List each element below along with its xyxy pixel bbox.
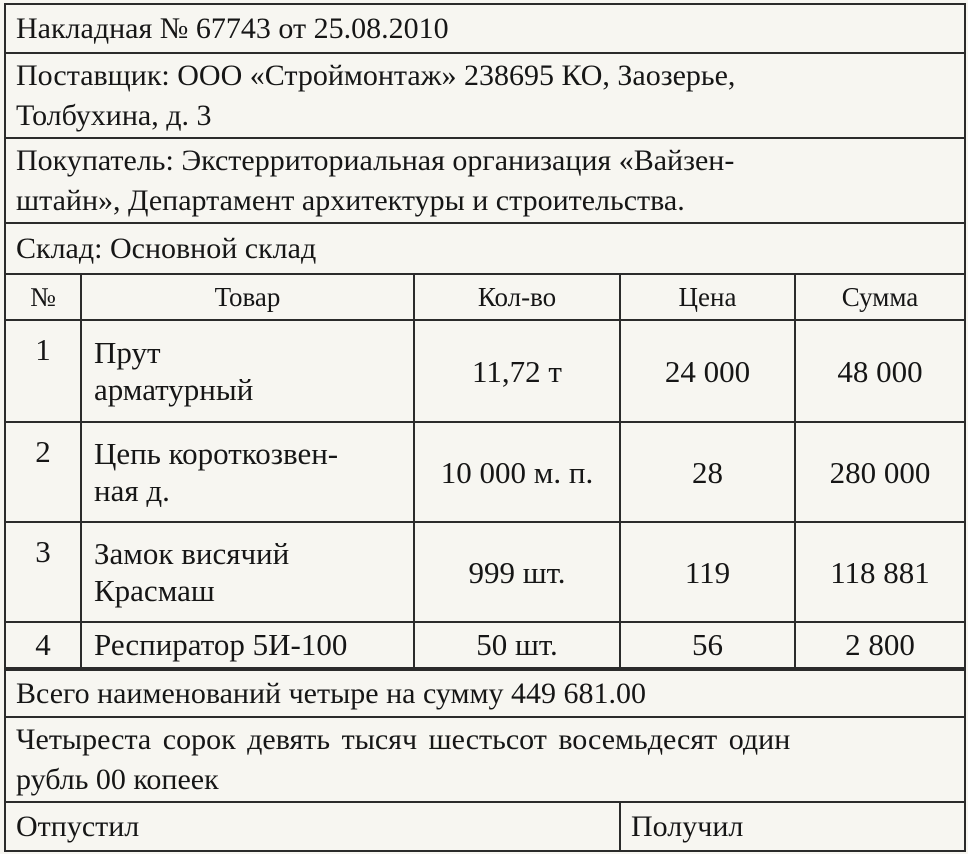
row-number: 2 — [6, 422, 81, 522]
quantity-cell: 50 шт. — [414, 622, 620, 668]
quantity-cell: 11,72 т — [414, 320, 620, 422]
price-cell: 24 000 — [620, 320, 795, 422]
table-header-row — [6, 274, 964, 320]
total-row — [6, 669, 964, 718]
invoice-document — [4, 3, 966, 852]
invoice-title-row — [6, 5, 964, 54]
price-cell: 119 — [620, 522, 795, 622]
price-cell: 28 — [620, 422, 795, 522]
received-by-label: Получил — [631, 810, 744, 843]
sum-cell: 2 800 — [795, 622, 964, 668]
product-name — [81, 320, 414, 422]
col-header-product: Товар — [81, 274, 414, 320]
sum-cell: 48 000 — [795, 320, 964, 422]
invoice-title: Накладная № 67743 от 25.08.2010 — [16, 11, 449, 45]
row-number: 4 — [6, 622, 81, 668]
col-header-number: № — [6, 274, 81, 320]
col-header-quantity: Кол-во — [414, 274, 620, 320]
product-name-line-1: Цепь короткозвен- — [94, 436, 339, 471]
released-by-cell — [6, 803, 621, 850]
row-number: 3 — [6, 522, 81, 622]
buyer-line-1: Покупатель: Экстерриториальная организация «Вайзен- — [16, 144, 735, 177]
product-name — [81, 422, 414, 522]
col-header-price: Цена — [620, 274, 795, 320]
quantity-cell: 999 шт. — [414, 522, 620, 622]
amount-words-line-2: рубль 00 копеек — [16, 763, 219, 796]
product-name-line-1: Замок висячий — [94, 536, 290, 571]
row-number: 1 — [6, 320, 81, 422]
signature-row — [6, 803, 964, 850]
table-row — [6, 320, 964, 422]
warehouse-row — [6, 224, 964, 273]
released-by-label: Отпустил — [16, 810, 140, 843]
amount-in-words-block — [6, 718, 964, 803]
price-cell: 56 — [620, 622, 795, 668]
table-row — [6, 622, 964, 668]
product-name-line-2: ная д. — [94, 473, 170, 508]
product-name-line-2: Красмаш — [94, 573, 215, 608]
buyer-block — [6, 139, 964, 224]
received-by-cell — [621, 803, 964, 850]
total-text: Всего наименований четыре на сумму 449 681.00 — [16, 676, 646, 710]
amount-words-line-1: Четыреста сорок девять тысяч шестьсот восемьдесят один — [16, 723, 791, 756]
table-row — [6, 522, 964, 622]
sum-cell: 118 881 — [795, 522, 964, 622]
buyer-line-2: штайн», Департамент архитектуры и строительства. — [16, 184, 685, 217]
quantity-cell: 10 000 м. п. — [414, 422, 620, 522]
product-name: Респиратор 5И-100 — [81, 622, 414, 668]
sum-cell: 280 000 — [795, 422, 964, 522]
items-table — [6, 273, 964, 669]
supplier-line-1: Поставщик: ООО «Строймонтаж» 238695 КО, Заозерье, — [16, 59, 736, 92]
product-name-line-2: арматурный — [94, 372, 254, 407]
table-row — [6, 422, 964, 522]
product-name — [81, 522, 414, 622]
supplier-block — [6, 54, 964, 139]
product-name-line-1: Прут — [94, 335, 161, 370]
supplier-line-2: Толбухина, д. 3 — [16, 99, 212, 132]
warehouse-label: Склад: Основной склад — [16, 231, 317, 265]
col-header-sum: Сумма — [795, 274, 964, 320]
